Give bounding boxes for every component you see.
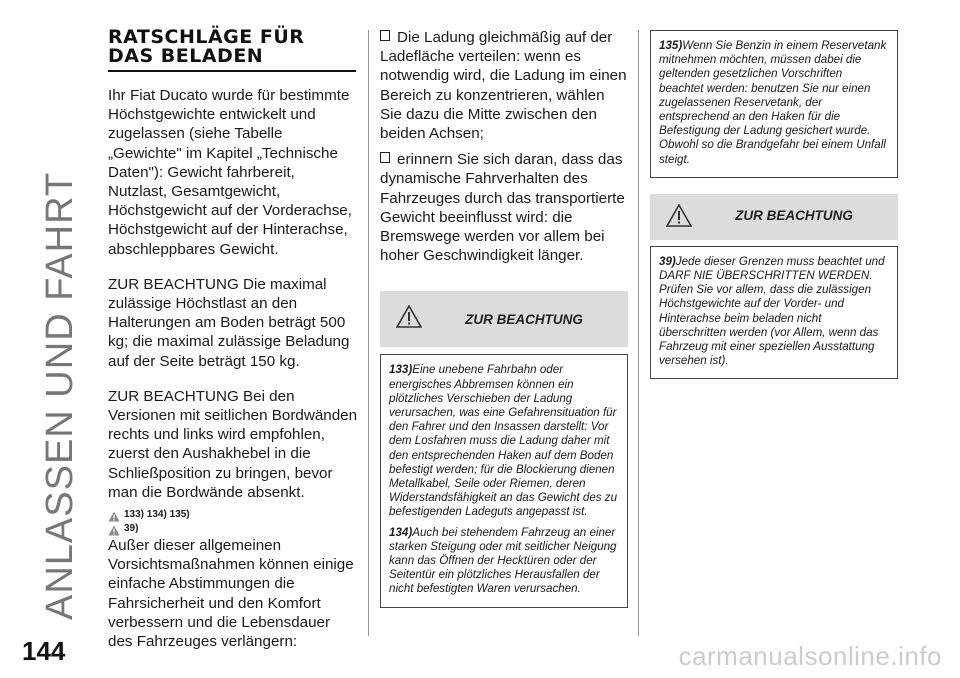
- warning-notes-box: [650, 246, 898, 380]
- warning-banner: [380, 291, 628, 347]
- watermark: carmanualsonline.info: [678, 641, 942, 671]
- reference-numbers[interactable]: 133) 134) 135): [124, 509, 190, 521]
- warning-banner-label: ZUR BEACHTUNG: [465, 312, 583, 328]
- note-number: 39): [659, 254, 676, 268]
- warning-references: [108, 508, 358, 536]
- paragraph: ZUR BEACHTUNG Die maximal zulässige Höchstlast an den Halterungen am Boden beträgt 500 kg; die maximal zulässige Beladung auf der Seite beträgt 150 kg.: [108, 275, 350, 370]
- section-heading: RATSCHLÄGE FÜR DAS BELADEN: [108, 28, 356, 72]
- warning-note: [659, 39, 889, 167]
- note-text: Auch bei stehendem Fahrzeug an einer starken Steigung oder mit seitlicher Neigung kann das Öffnen der Hecktüren oder der Seitentür ein plötzliches Herausfallen der nicht befestigten Waren verursachen.: [389, 525, 617, 596]
- warning-note: [659, 255, 889, 369]
- checkbox-square-icon: [380, 152, 390, 163]
- warning-note: [389, 363, 619, 519]
- warning-notes-box: [380, 354, 628, 607]
- paragraph: ZUR BEACHTUNG Bei den Versionen mit seitlichen Bordwänden rechts und links wird empfohlen, zuerst den Aushakhebel in die Schließposition zu bringen, bevor man die Bordwände absenkt.: [108, 387, 358, 501]
- column-1: [108, 28, 358, 651]
- column-divider: [368, 30, 369, 636]
- column-divider: [638, 30, 639, 636]
- list-item: [380, 150, 628, 265]
- note-number: 133): [389, 363, 413, 377]
- list-item-text: erinnern Sie sich daran, dass das dynamische Fahrverhalten des Fahrzeuges durch das transportierte Gewicht beeinflusst wird: die Bremswege werden vor allem bei hoher Geschwindigkeit länger.: [380, 151, 625, 265]
- note-number: 134): [389, 525, 413, 539]
- reference-numbers[interactable]: 39): [124, 523, 139, 535]
- warning-note: [389, 526, 619, 597]
- warning-icon: [108, 511, 120, 522]
- warning-icon: [108, 525, 120, 536]
- list-item-text: Die Ladung gleichmäßig auf der Ladefläche verteilen: wenn es notwendig wird, die Ladung im einen Bereich zu konzentrieren, wählen Sie dazu die Mitte zwischen den beiden Achsen;: [380, 29, 627, 143]
- paragraph: Ihr Fiat Ducato wurde für bestimmte Höchstgewichte entwickelt und zugelassen (siehe Tabelle „Gewichte" im Kapitel „Technische Daten"): Gewicht fahrbereit, Nutzlast, Gesamtgewicht, Höchstgewicht auf der Vorderachse, Höchstgewicht auf der Hinterachse, abschleppbares Gewicht.: [108, 87, 352, 258]
- note-text: Jede dieser Grenzen muss beachtet und DARF NIE ÜBERSCHRITTEN WERDEN. Prüfen Sie vor allem, dass die zulässigen Höchstgewichte auf der Vorder- und Hinterachse beim beladen nicht überschritten werden (vor Allem, wenn das Fahrzeug mit einer speziellen Ausstattung versehen ist).: [659, 254, 885, 368]
- note-text: Wenn Sie Benzin in einem Reservetank mitnehmen möchten, müssen dabei die geltenden gesetzlichen Vorschriften beachtet werden: benutzen Sie nur einen zugelassenen Reservetank, der entsprechend an den Haken für die Befestigung der Ladung gesichert wurde. Obwohl so die Brandgefahr bei einem Unfall steigt.: [659, 39, 887, 166]
- warning-banner-label: ZUR BEACHTUNG: [735, 207, 853, 223]
- note-text: Eine unebene Fahrbahn oder energisches Abbremsen können ein plötzliches Verschieben der Ladung verursachen, was eine Gefahrensituation für den Fahrer und den Insassen darstellt: Vor dem Losfahren muss die Ladung daher mit den entsprechenden Haken auf dem Boden befestigt werden; für die Blockierung dienen Metallkabel, Seile oder Riemen, deren Widerstandsfähigkeit an das Gewicht des zu befestigenden Ladeguts angepasst ist.: [389, 363, 618, 519]
- column-3: [650, 30, 898, 379]
- column-2: [380, 28, 628, 608]
- page-number: 144: [22, 636, 66, 666]
- checkbox-square-icon: [380, 30, 390, 41]
- list-item: [380, 28, 628, 143]
- warning-banner: [650, 194, 898, 240]
- chapter-side-title: ANLASSEN UND FAHRT: [39, 171, 81, 620]
- paragraph: Außer dieser allgemeinen Vorsichtsmaßnahmen können einige einfache Abstimmungen die Fahrsicherheit und den Komfort verbessern und die Lebensdauer des Fahrzeuges verlängern:: [108, 537, 354, 651]
- note-number: 135): [659, 39, 683, 52]
- warning-notes-box: [650, 30, 898, 178]
